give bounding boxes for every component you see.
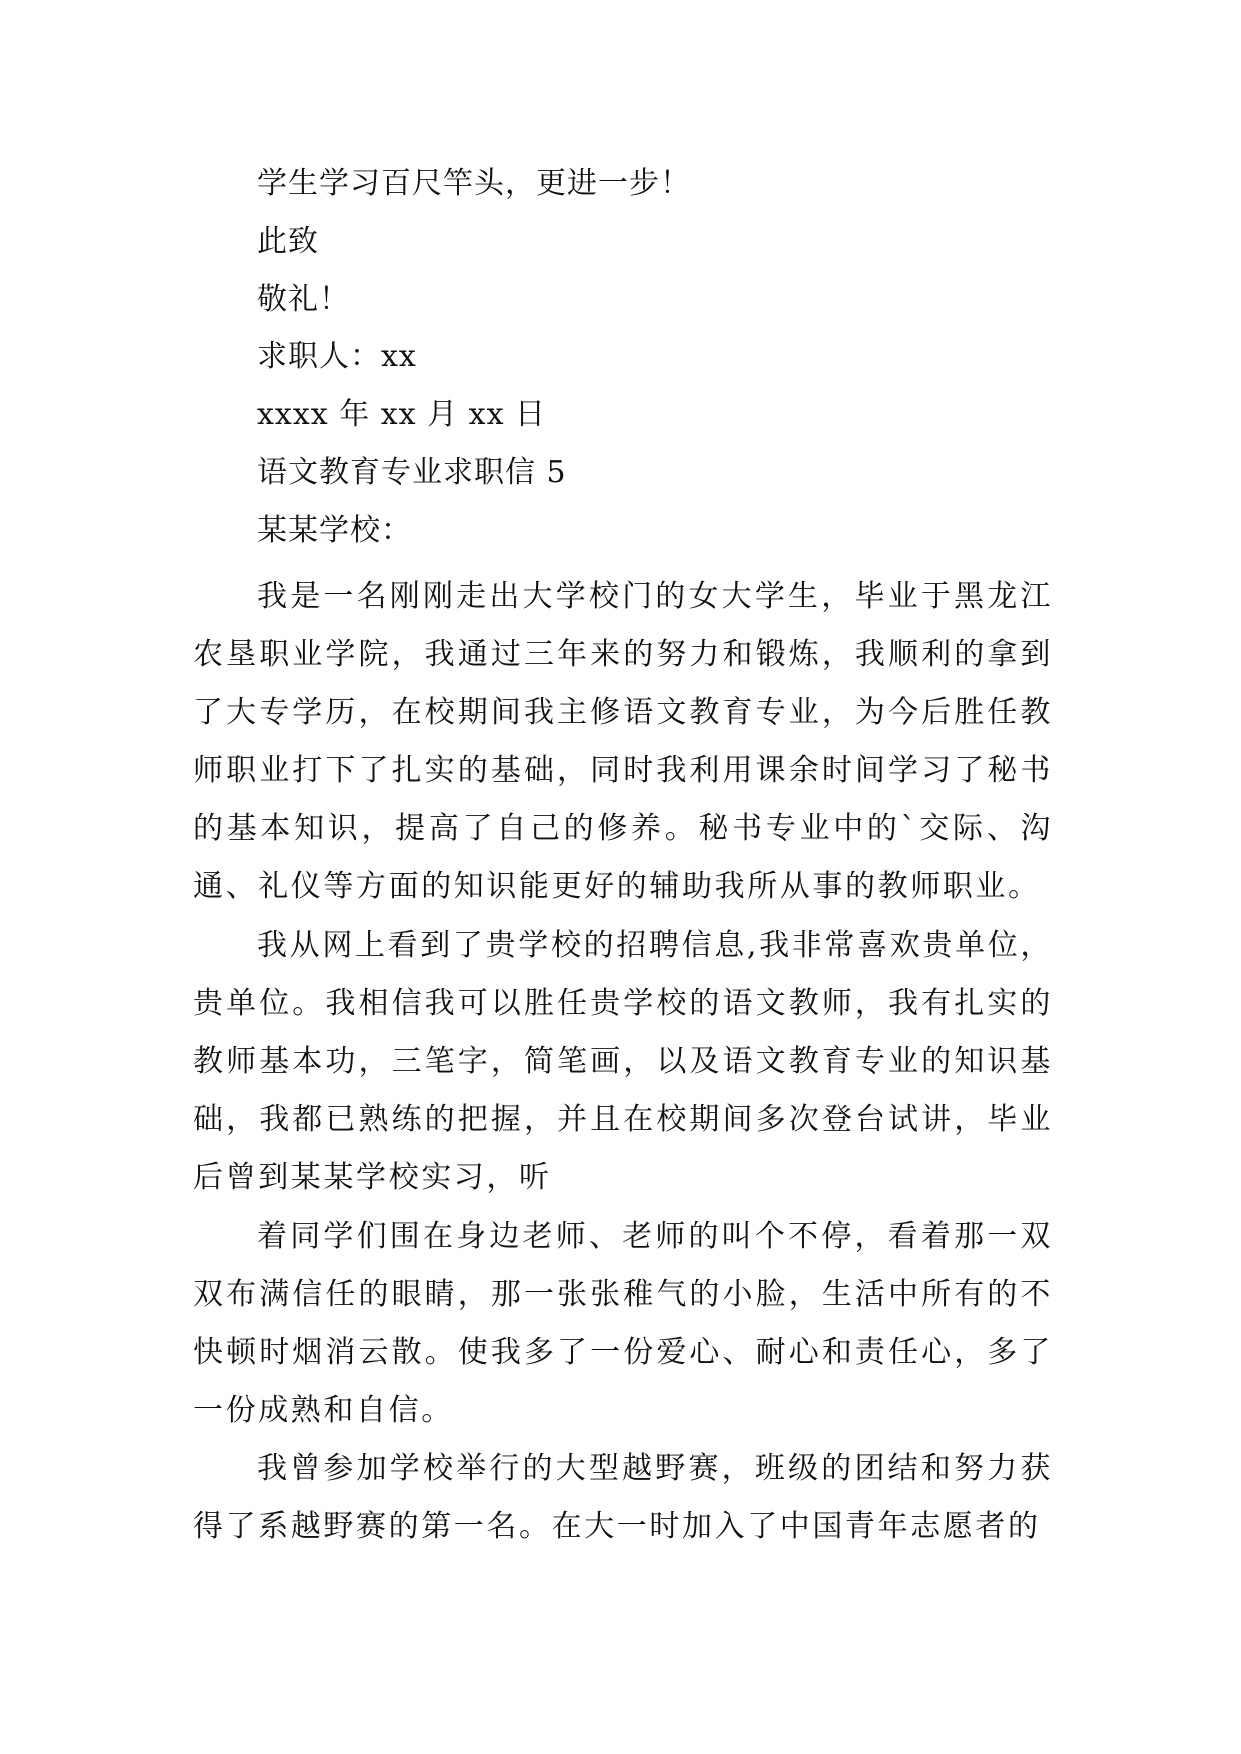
salutation-cizhi: 此致	[257, 224, 319, 259]
body-paragraph-3: 着同学们围在身边老师、老师的叫个不停，看着那一双双布满信任的眼睛，那一张张稚气的小脸，生活中所有的不快顿时烟消云散。使我多了一份爱心、耐心和责任心，多了一份成熟和自信。	[193, 1219, 1053, 1428]
body-paragraph-2: 我从网上看到了贵学校的招聘信息,我非常喜欢贵单位，贵单位。我相信我可以胜任贵学校的语文教师，我有扎实的教师基本功，三笔字，简笔画，以及语文教育专业的知识基础，我都已熟练的把握，并且在校期间多次登台试讲，毕业后曾到某某学校实习，听	[193, 928, 1053, 1195]
section-title: 语文教育专业求职信 5	[257, 455, 567, 490]
date-line: xxxx 年 xx 月 xx 日	[257, 397, 547, 432]
salutation-jingli: 敬礼！	[257, 282, 350, 317]
closing-line: 学生学习百尺竿头，更进一步！	[257, 166, 691, 201]
body-paragraph-4: 我曾参加学校举行的大型越野赛，班级的团结和努力获得了系越野赛的第一名。在大一时加入了中国青年志愿者的	[193, 1451, 1053, 1544]
applicant-signature: 求职人：xx	[257, 339, 417, 374]
recipient-line: 某某学校：	[257, 513, 412, 548]
body-paragraph-1: 我是一名刚刚走出大学校门的女大学生，毕业于黑龙江农垦职业学院，我通过三年来的努力和锻炼，我顺利的拿到了大专学历，在校期间我主修语文教育专业，为今后胜任教师职业打下了扎实的基础，同时我利用课余时间学习了秘书的基本知识，提高了自己的修养。秘书专业中的`交际、沟通、礼仪等方面的知识能更好的辅助我所从事的教师职业。	[193, 579, 1053, 904]
